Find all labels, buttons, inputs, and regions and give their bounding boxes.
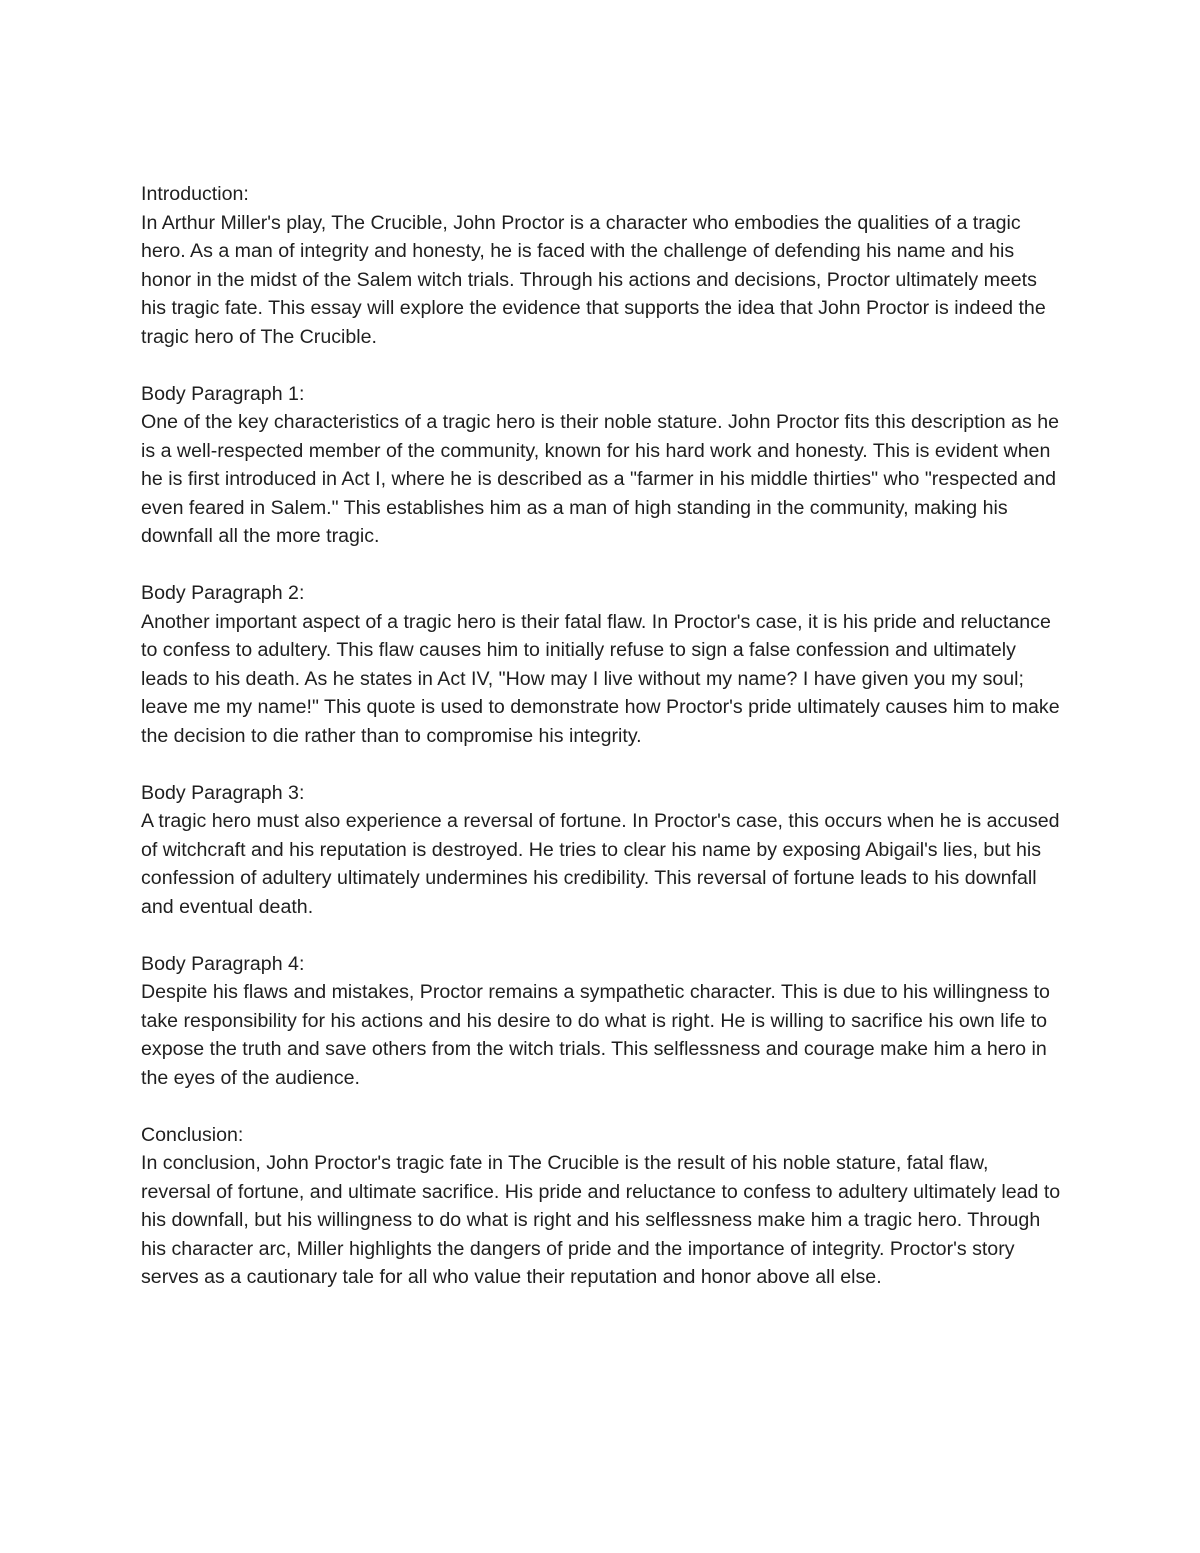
- section-body: In Arthur Miller's play, The Crucible, John Proctor is a character who embodies the qualities of a tragic hero. As a man of integrity and honesty, he is faced with the challenge of defending his name and his honor in the midst of the Salem witch trials. Through his actions and decisions, Proctor ultimately meets his tragic fate. This essay will explore the evidence that supports the idea that John Proctor is indeed the tragic hero of The Crucible.: [141, 211, 1046, 348]
- section-heading: Body Paragraph 4:: [141, 952, 305, 975]
- section-heading: Body Paragraph 1:: [141, 382, 305, 405]
- section-heading: Body Paragraph 3:: [141, 781, 305, 804]
- section-heading: Introduction:: [141, 183, 249, 205]
- section-heading: Body Paragraph 2:: [141, 582, 305, 604]
- section-body-paragraph-4: [141, 950, 1061, 1093]
- section-body-paragraph-1: [141, 380, 1061, 551]
- section-heading: Conclusion:: [141, 1123, 244, 1146]
- section-conclusion: [141, 1121, 1061, 1292]
- section-body: One of the key characteristics of a tragic hero is their noble stature. John Proctor fits this description as he is a well-respected member of the community, known for his hard work and honesty. This is evident when he is first introduced in Act I, where he is described as a "farmer in his middle thirties" who "respected and even feared in Salem." This establishes him as a man of high standing in the community, making his downfall all the more tragic.: [141, 411, 1060, 547]
- section-body: A tragic hero must also experience a reversal of fortune. In Proctor's case, this occurs when he is accused of witchcraft and his reputation is destroyed. He tries to clear his name by exposing Abigail's lies, but his confession of adultery ultimately undermines his credibility. This reversal of fortune leads to his downfall and eventual death.: [141, 810, 1060, 918]
- section-body: In conclusion, John Proctor's tragic fate in The Crucible is the result of his noble stature, fatal flaw, reversal of fortune, and ultimate sacrifice. His pride and reluctance to confess to adultery ultimately lead to his downfall, but his willingness to do what is right and his selflessness make him a tragic hero. Through his character arc, Miller highlights the dangers of pride and the importance of integrity. Proctor's story serves as a cautionary tale for all who value their reputation and honor above all else.: [141, 1152, 1061, 1288]
- essay-content: [141, 180, 1061, 1320]
- section-introduction: [141, 180, 1061, 351]
- section-body: Another important aspect of a tragic hero is their fatal flaw. In Proctor's case, it is his pride and reluctance to confess to adultery. This flaw causes him to initially refuse to sign a false confession and ultimately leads to his death. As he states in Act IV, "How may I live without my name? I have given you my soul; leave me my name!" This quote is used to demonstrate how Proctor's pride ultimately causes him to make the decision to die rather than to compromise his integrity.: [141, 610, 1060, 747]
- section-body-paragraph-3: [141, 779, 1061, 922]
- section-body: Despite his flaws and mistakes, Proctor remains a sympathetic character. This is due to his willingness to take responsibility for his actions and his desire to do what is right. He is willing to sacrifice his own life to expose the truth and save others from the witch trials. This selflessness and courage make him a hero in the eyes of the audience.: [141, 981, 1050, 1089]
- section-body-paragraph-2: [141, 579, 1061, 750]
